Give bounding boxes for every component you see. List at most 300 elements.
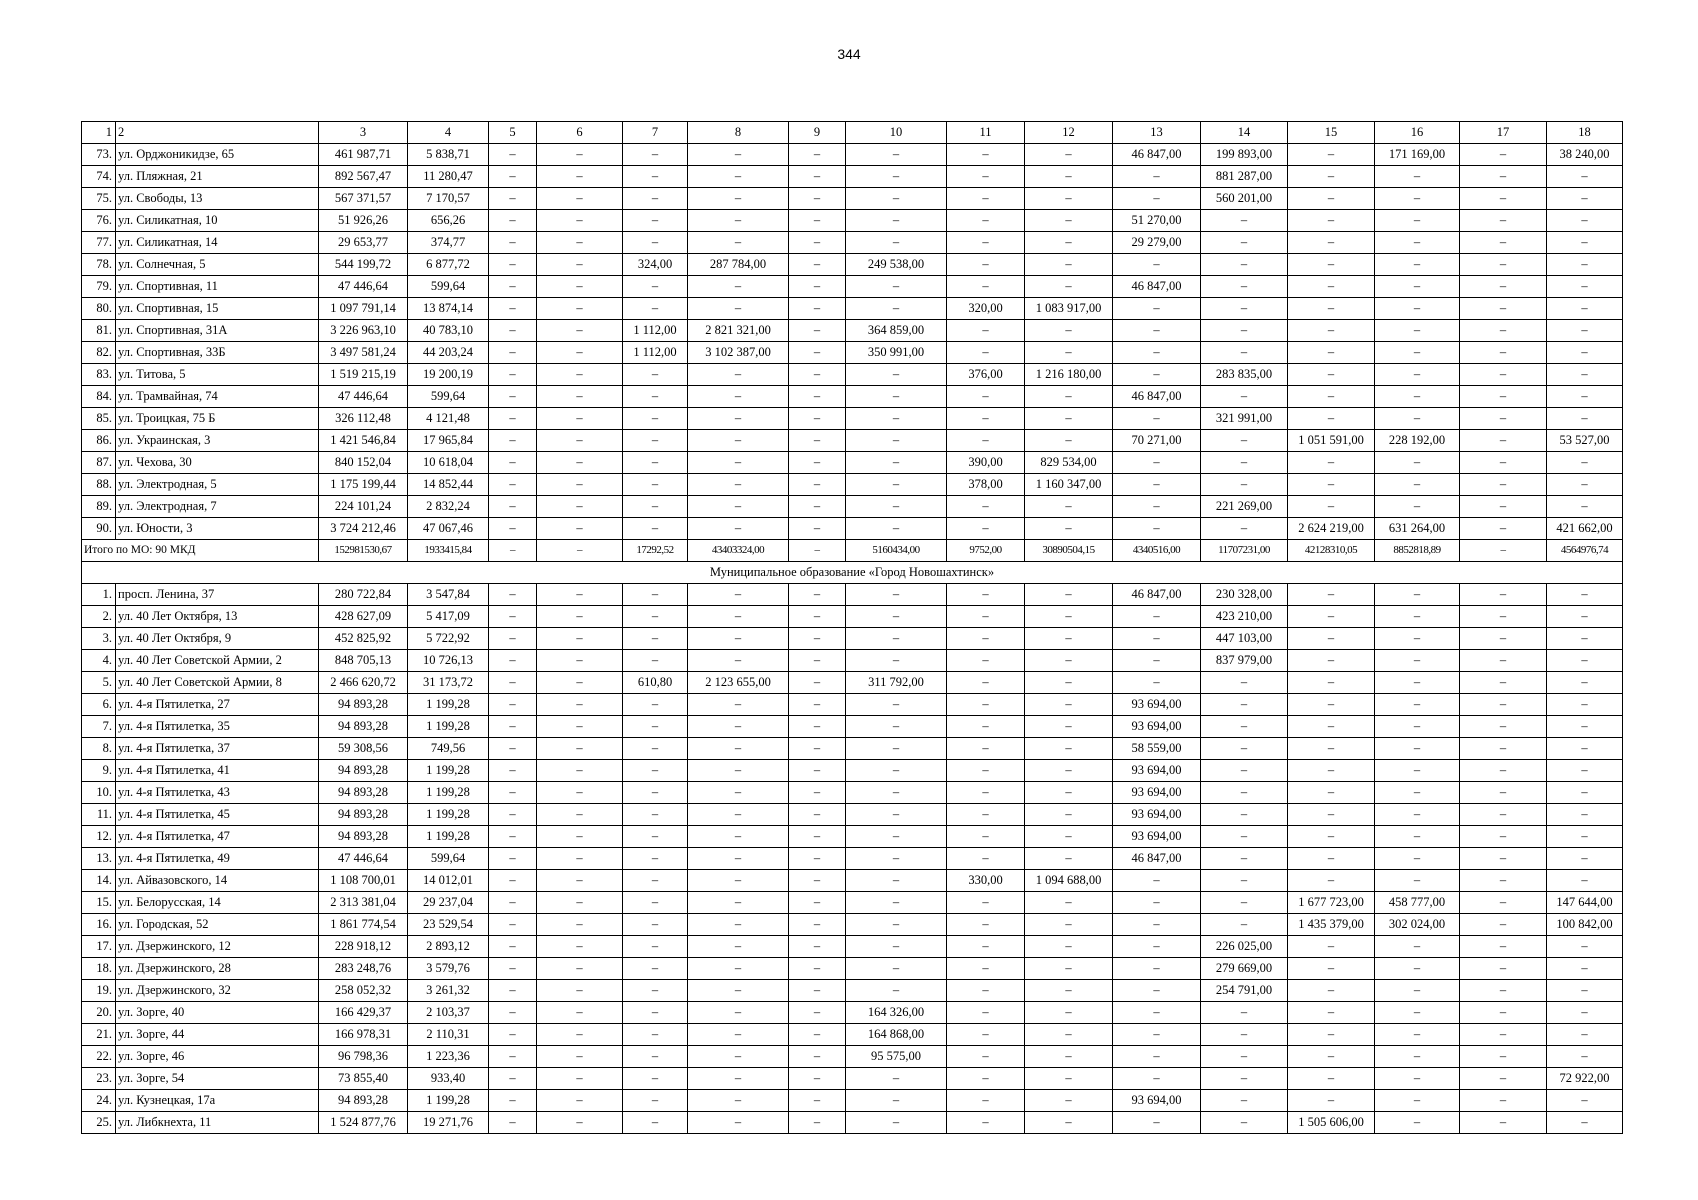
table-cell: –	[1025, 1090, 1113, 1112]
table-cell: –	[688, 628, 789, 650]
table-cell: –	[1375, 760, 1460, 782]
table-cell: –	[537, 1068, 623, 1090]
table-cell: –	[1113, 496, 1201, 518]
table-cell: –	[789, 298, 846, 320]
table-cell: 2.	[82, 606, 116, 628]
table-cell: 364 859,00	[846, 320, 947, 342]
table-cell: –	[1547, 804, 1623, 826]
table-cell: –	[688, 980, 789, 1002]
table-cell: ул. Спортивная, 11	[116, 276, 319, 298]
table-cell: –	[947, 254, 1025, 276]
table-cell: –	[846, 958, 947, 980]
table-cell: –	[789, 914, 846, 936]
table-cell: 1 216 180,00	[1025, 364, 1113, 386]
table-cell: –	[489, 364, 537, 386]
table-cell: 89.	[82, 496, 116, 518]
table-row	[82, 584, 1623, 606]
table-cell: 1 199,28	[408, 716, 489, 738]
table-cell: –	[623, 892, 688, 914]
table-cell: 13 874,14	[408, 298, 489, 320]
table-cell: –	[1460, 408, 1547, 430]
table-cell: 3 579,76	[408, 958, 489, 980]
table-cell: –	[1113, 320, 1201, 342]
table-cell: –	[947, 804, 1025, 826]
table-cell: –	[1375, 694, 1460, 716]
table-row	[82, 408, 1623, 430]
table-cell: –	[489, 496, 537, 518]
table-cell: ул. Троицкая, 75 Б	[116, 408, 319, 430]
table-cell: –	[789, 606, 846, 628]
table-cell: –	[947, 694, 1025, 716]
table-cell: –	[1460, 1068, 1547, 1090]
table-cell: 330,00	[947, 870, 1025, 892]
table-cell: –	[688, 232, 789, 254]
total-cell: 1933415,84	[408, 540, 489, 562]
table-cell: –	[537, 826, 623, 848]
table-cell: –	[489, 870, 537, 892]
table-cell: –	[789, 1090, 846, 1112]
table-cell: –	[789, 320, 846, 342]
table-cell: ул. Зорге, 46	[116, 1046, 319, 1068]
table-cell: –	[1113, 452, 1201, 474]
table-cell: –	[688, 166, 789, 188]
table-cell: 461 987,71	[319, 144, 408, 166]
table-cell: –	[688, 408, 789, 430]
table-cell: 302 024,00	[1375, 914, 1460, 936]
table-cell: 53 527,00	[1547, 430, 1623, 452]
table-cell: –	[1113, 936, 1201, 958]
table-cell: ул. Дзержинского, 32	[116, 980, 319, 1002]
table-cell: –	[1375, 408, 1460, 430]
table-cell: 6.	[82, 694, 116, 716]
table-row	[82, 980, 1623, 1002]
table-cell: –	[1460, 496, 1547, 518]
table-cell: –	[1375, 474, 1460, 496]
table-cell: –	[846, 628, 947, 650]
table-cell: –	[1201, 518, 1288, 540]
table-cell: –	[489, 144, 537, 166]
table-cell: –	[537, 364, 623, 386]
table-cell: –	[1113, 1112, 1201, 1134]
table-cell: –	[947, 826, 1025, 848]
table-cell: –	[1025, 958, 1113, 980]
table-cell: –	[623, 452, 688, 474]
table-cell: –	[1025, 386, 1113, 408]
table-cell: –	[1375, 452, 1460, 474]
table-cell: –	[489, 408, 537, 430]
table-cell: –	[623, 210, 688, 232]
table-cell: 17.	[82, 936, 116, 958]
table-cell: 560 201,00	[1201, 188, 1288, 210]
table-cell: –	[947, 672, 1025, 694]
table-cell: 166 978,31	[319, 1024, 408, 1046]
table-cell: –	[489, 518, 537, 540]
table-cell: –	[688, 1068, 789, 1090]
table-cell: –	[947, 518, 1025, 540]
table-cell: 656,26	[408, 210, 489, 232]
table-cell: –	[489, 210, 537, 232]
table-cell: ул. Зорге, 40	[116, 1002, 319, 1024]
table-cell: 9	[789, 122, 846, 144]
table-cell: –	[1460, 848, 1547, 870]
table-cell: –	[1025, 320, 1113, 342]
table-cell: ул. Зорге, 54	[116, 1068, 319, 1090]
table-cell: –	[846, 870, 947, 892]
table-cell: –	[1547, 276, 1623, 298]
table-cell: –	[1025, 1046, 1113, 1068]
table-cell: –	[623, 650, 688, 672]
table-cell: –	[789, 518, 846, 540]
table-cell: –	[688, 1002, 789, 1024]
table-cell: 93 694,00	[1113, 694, 1201, 716]
table-cell: –	[1547, 1024, 1623, 1046]
table-cell: –	[846, 980, 947, 1002]
table-row	[82, 452, 1623, 474]
table-cell: –	[1547, 452, 1623, 474]
table-cell: –	[846, 738, 947, 760]
table-cell: 544 199,72	[319, 254, 408, 276]
table-cell: –	[1288, 386, 1375, 408]
table-cell: –	[623, 914, 688, 936]
table-cell: 46 847,00	[1113, 276, 1201, 298]
table-cell: –	[1288, 694, 1375, 716]
table-cell: –	[1201, 914, 1288, 936]
table-cell: 22.	[82, 1046, 116, 1068]
table-cell: –	[1375, 210, 1460, 232]
table-cell: –	[688, 1024, 789, 1046]
table-cell: –	[1113, 518, 1201, 540]
total-cell: 11707231,00	[1201, 540, 1288, 562]
table-cell: –	[489, 298, 537, 320]
table-cell: –	[947, 144, 1025, 166]
table-cell: 18	[1547, 122, 1623, 144]
table-row	[82, 1112, 1623, 1134]
table-cell: 31 173,72	[408, 672, 489, 694]
table-cell: 10 726,13	[408, 650, 489, 672]
table-cell: 8	[688, 122, 789, 144]
table-cell: –	[1201, 848, 1288, 870]
table-cell: 610,80	[623, 672, 688, 694]
table-cell: –	[537, 474, 623, 496]
table-cell: 5 838,71	[408, 144, 489, 166]
table-cell: ул. 4-я Пятилетка, 47	[116, 826, 319, 848]
table-cell: 228 918,12	[319, 936, 408, 958]
table-cell: ул. 40 Лет Советской Армии, 8	[116, 672, 319, 694]
table-cell: ул. Спортивная, 31А	[116, 320, 319, 342]
table-cell: –	[1460, 760, 1547, 782]
table-cell: –	[947, 914, 1025, 936]
table-cell: –	[1460, 210, 1547, 232]
table-row	[82, 782, 1623, 804]
table-cell: –	[489, 474, 537, 496]
table-cell: –	[1025, 518, 1113, 540]
table-cell: –	[947, 892, 1025, 914]
table-cell: –	[537, 892, 623, 914]
table-cell: 421 662,00	[1547, 518, 1623, 540]
table-cell: –	[688, 716, 789, 738]
table-cell: –	[489, 584, 537, 606]
table-cell: 13.	[82, 848, 116, 870]
table-cell: –	[846, 606, 947, 628]
table-cell: 29 279,00	[1113, 232, 1201, 254]
table-cell: ул. Дзержинского, 28	[116, 958, 319, 980]
table-cell: 567 371,57	[319, 188, 408, 210]
table-cell: –	[688, 848, 789, 870]
table-cell: –	[1025, 628, 1113, 650]
table-cell: –	[623, 166, 688, 188]
table-cell: –	[846, 716, 947, 738]
table-cell: –	[623, 628, 688, 650]
table-cell: –	[623, 518, 688, 540]
table-cell: –	[1547, 474, 1623, 496]
table-cell: –	[1460, 826, 1547, 848]
table-cell: –	[846, 364, 947, 386]
table-cell: –	[1201, 298, 1288, 320]
table-cell: –	[1288, 672, 1375, 694]
table-cell: 1 223,36	[408, 1046, 489, 1068]
table-cell: 287 784,00	[688, 254, 789, 276]
table-cell: –	[1460, 628, 1547, 650]
table-cell: –	[688, 936, 789, 958]
table-cell: –	[623, 188, 688, 210]
table-cell: –	[789, 1046, 846, 1068]
table-cell: –	[537, 1090, 623, 1112]
table-cell: 283 248,76	[319, 958, 408, 980]
table-row	[82, 430, 1623, 452]
table-cell: 840 152,04	[319, 452, 408, 474]
total-cell: 30890504,15	[1025, 540, 1113, 562]
table-cell: –	[947, 848, 1025, 870]
table-cell: –	[537, 672, 623, 694]
table-cell: –	[688, 1112, 789, 1134]
table-cell: ул. Орджоникидзе, 65	[116, 144, 319, 166]
table-cell: 3 226 963,10	[319, 320, 408, 342]
total-cell: 42128310,05	[1288, 540, 1375, 562]
table-cell: –	[489, 826, 537, 848]
table-cell: –	[623, 430, 688, 452]
table-row	[82, 188, 1623, 210]
table-cell: –	[1460, 804, 1547, 826]
table-cell: 15	[1288, 122, 1375, 144]
table-cell: ул. Спортивная, 15	[116, 298, 319, 320]
table-cell: –	[1025, 1068, 1113, 1090]
table-cell: 14 012,01	[408, 870, 489, 892]
table-cell: 29 653,77	[319, 232, 408, 254]
table-row	[82, 496, 1623, 518]
table-cell: –	[1547, 870, 1623, 892]
total-cell: 152981530,67	[319, 540, 408, 562]
table-cell: 226 025,00	[1201, 936, 1288, 958]
table-cell: –	[846, 584, 947, 606]
table-cell: 848 705,13	[319, 650, 408, 672]
table-cell: –	[947, 430, 1025, 452]
table-cell: 2 832,24	[408, 496, 489, 518]
table-cell: 1 112,00	[623, 320, 688, 342]
table-cell: –	[1025, 914, 1113, 936]
table-cell: –	[1460, 672, 1547, 694]
table-cell: –	[846, 650, 947, 672]
table-cell: –	[1547, 782, 1623, 804]
table-cell: 29 237,04	[408, 892, 489, 914]
table-cell: 17 965,84	[408, 430, 489, 452]
table-cell: –	[537, 342, 623, 364]
table-cell: –	[1201, 826, 1288, 848]
table-cell: –	[789, 584, 846, 606]
table-cell: 16	[1375, 122, 1460, 144]
table-cell: –	[489, 936, 537, 958]
table-cell: 14	[1201, 122, 1288, 144]
table-cell: 10 618,04	[408, 452, 489, 474]
table-row	[82, 804, 1623, 826]
table-cell: 4 121,48	[408, 408, 489, 430]
table-cell: 79.	[82, 276, 116, 298]
table-cell: 75.	[82, 188, 116, 210]
table-cell: 1 199,28	[408, 782, 489, 804]
table-cell: –	[489, 430, 537, 452]
table-cell: –	[688, 914, 789, 936]
table-cell: –	[1201, 892, 1288, 914]
table-cell: –	[947, 1090, 1025, 1112]
table-cell: 93 694,00	[1113, 760, 1201, 782]
table-row	[82, 298, 1623, 320]
table-cell: 2 103,37	[408, 1002, 489, 1024]
table-cell: ул. 40 Лет Советской Армии, 2	[116, 650, 319, 672]
table-cell: –	[1201, 782, 1288, 804]
table-cell: ул. 40 Лет Октября, 9	[116, 628, 319, 650]
table-cell: –	[789, 1112, 846, 1134]
table-cell: –	[789, 672, 846, 694]
table-cell: –	[1547, 1002, 1623, 1024]
section-title: Муниципальное образование «Город Новошахтинск»	[82, 562, 1623, 584]
table-cell: –	[846, 1112, 947, 1134]
table-cell: 21.	[82, 1024, 116, 1046]
table-cell: –	[1375, 804, 1460, 826]
table-cell: –	[1288, 342, 1375, 364]
table-cell: –	[489, 650, 537, 672]
table-cell: –	[1547, 1046, 1623, 1068]
table-cell: –	[1113, 672, 1201, 694]
table-cell: –	[1113, 1024, 1201, 1046]
table-cell: –	[1460, 144, 1547, 166]
table-cell: –	[489, 804, 537, 826]
total-cell: –	[489, 540, 537, 562]
register-table	[81, 121, 1623, 1134]
table-cell: –	[789, 782, 846, 804]
table-cell: –	[1113, 1068, 1201, 1090]
table-cell: –	[789, 408, 846, 430]
table-cell: –	[846, 298, 947, 320]
table-cell: ул. Трамвайная, 74	[116, 386, 319, 408]
table-cell: –	[1460, 320, 1547, 342]
table-cell: –	[1375, 320, 1460, 342]
table-row	[82, 650, 1623, 672]
table-cell: 5	[489, 122, 537, 144]
table-cell: –	[489, 1112, 537, 1134]
table-cell: –	[1547, 1090, 1623, 1112]
table-cell: –	[789, 1002, 846, 1024]
table-cell: –	[1288, 650, 1375, 672]
table-cell: –	[1460, 958, 1547, 980]
table-cell: 94 893,28	[319, 760, 408, 782]
table-cell: –	[846, 936, 947, 958]
table-cell: –	[1288, 1090, 1375, 1112]
table-cell: 3 261,32	[408, 980, 489, 1002]
table-cell: –	[846, 496, 947, 518]
table-cell: –	[947, 584, 1025, 606]
table-cell: –	[1288, 298, 1375, 320]
table-cell: –	[1460, 386, 1547, 408]
table-cell: –	[1547, 232, 1623, 254]
table-cell: –	[1288, 958, 1375, 980]
table-cell: –	[1113, 364, 1201, 386]
table-cell: –	[1201, 320, 1288, 342]
table-row	[82, 892, 1623, 914]
table-cell: –	[489, 694, 537, 716]
table-cell: 1 524 877,76	[319, 1112, 408, 1134]
table-cell: 1 861 774,54	[319, 914, 408, 936]
table-cell: –	[1288, 188, 1375, 210]
table-cell: –	[623, 848, 688, 870]
table-cell: –	[1375, 386, 1460, 408]
table-cell: –	[1201, 210, 1288, 232]
table-cell: 25.	[82, 1112, 116, 1134]
table-cell: –	[489, 386, 537, 408]
table-cell: –	[623, 144, 688, 166]
table-cell: –	[537, 496, 623, 518]
table-cell: 7.	[82, 716, 116, 738]
table-cell: –	[1547, 958, 1623, 980]
table-cell: 93 694,00	[1113, 826, 1201, 848]
table-row	[82, 166, 1623, 188]
table-cell: –	[1288, 826, 1375, 848]
table-cell: 2 110,31	[408, 1024, 489, 1046]
table-cell: 94 893,28	[319, 804, 408, 826]
table-cell: 1 112,00	[623, 342, 688, 364]
table-cell: –	[846, 892, 947, 914]
table-cell: 230 328,00	[1201, 584, 1288, 606]
table-cell: –	[1201, 738, 1288, 760]
table-cell: –	[1288, 474, 1375, 496]
table-cell: –	[789, 452, 846, 474]
table-cell: –	[846, 914, 947, 936]
table-row	[82, 144, 1623, 166]
table-cell: –	[537, 738, 623, 760]
table-cell: –	[1025, 1112, 1113, 1134]
table-cell: –	[1288, 452, 1375, 474]
table-cell: –	[1025, 782, 1113, 804]
table-cell: –	[1201, 386, 1288, 408]
table-cell: –	[688, 892, 789, 914]
table-cell: –	[1375, 584, 1460, 606]
table-cell: –	[846, 782, 947, 804]
table-cell: –	[947, 276, 1025, 298]
table-cell: –	[947, 1024, 1025, 1046]
table-row	[82, 848, 1623, 870]
table-cell: 14 852,44	[408, 474, 489, 496]
table-cell: –	[489, 738, 537, 760]
table-cell: 428 627,09	[319, 606, 408, 628]
table-cell: –	[1547, 408, 1623, 430]
table-cell: 3 102 387,00	[688, 342, 789, 364]
table-cell: –	[688, 650, 789, 672]
table-row	[82, 386, 1623, 408]
table-cell: –	[1460, 936, 1547, 958]
table-cell: ул. Городская, 52	[116, 914, 319, 936]
table-cell: ул. Силикатная, 14	[116, 232, 319, 254]
table-cell: –	[789, 760, 846, 782]
table-cell: –	[623, 496, 688, 518]
table-cell: 350 991,00	[846, 342, 947, 364]
